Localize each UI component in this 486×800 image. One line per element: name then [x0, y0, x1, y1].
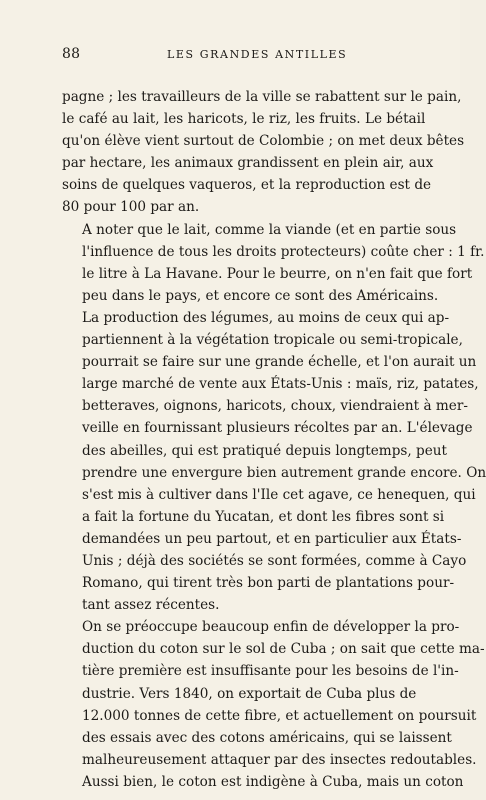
text-line: soins de quelques vaqueros, et la reproduction est de — [62, 177, 432, 194]
text-line: 12.000 tonnes de cette fibre, et actuellement on poursuit — [82, 707, 477, 724]
text-line: a fait la fortune du Yucatan, et dont les fibres sont si — [82, 508, 445, 525]
running-title: LES GRANDES ANTILLES — [167, 48, 348, 61]
page-number: 88 — [62, 46, 81, 62]
text-line: le café au lait, les haricots, le riz, les fruits. Le bétail — [62, 111, 426, 128]
text-line: l'influence de tous les droits protecteurs) coûte cher : 1 fr. — [82, 243, 485, 260]
text-line: s'est mis à cultiver dans l'Ile cet agave, ce henequen, qui — [82, 486, 476, 503]
paragraph — [62, 307, 486, 616]
text-line: 80 pour 100 par an. — [62, 199, 200, 216]
text-line: le litre à La Havane. Pour le beurre, on n'en fait que fort — [82, 265, 473, 282]
text-line: duction du coton sur le sol de Cuba ; on sait que cette ma- — [82, 641, 485, 658]
text-line: demandées un peu partout, et en particulier aux États- — [82, 530, 462, 547]
text-line: par hectare, les animaux grandissent en plein air, aux — [62, 155, 434, 172]
text-line: peu dans le pays, et encore ce sont des Américains. — [82, 287, 439, 304]
text-line: On se préoccupe beaucoup enfin de développer la pro- — [82, 619, 460, 636]
text-line: large marché de vente aux États-Unis : maïs, riz, patates, — [82, 376, 479, 393]
text-line: betteraves, oignons, haricots, choux, viendraient à mer- — [82, 398, 468, 415]
paragraph — [62, 219, 485, 307]
text-line: tant assez récentes. — [82, 597, 220, 614]
page-header — [62, 46, 420, 66]
text-line: tière première est insuffisante pour les besoins de l'in- — [82, 663, 459, 680]
text-line: A noter que le lait, comme la viande (et en partie sous — [82, 221, 457, 238]
text-line: pagne ; les travailleurs de la ville se rabattent sur le pain, — [62, 89, 462, 105]
text-line: qu'on élève vient surtout de Colombie ; on met deux bêtes — [62, 133, 465, 150]
text-line: dustrie. Vers 1840, on exportait de Cuba plus de — [82, 685, 417, 702]
text-line: veille en fournissant plusieurs récoltes par an. L'élevage — [82, 420, 473, 437]
text-line: des abeilles, qui est pratiqué depuis longtemps, peut — [82, 442, 447, 459]
text-line: La production des légumes, au moins de ceux qui ap- — [82, 309, 450, 326]
body-text — [62, 86, 486, 793]
text-line: Romano, qui tirent très bon parti de plantations pour- — [82, 575, 455, 592]
text-line: Unis ; déjà des sociétés se sont formées, comme à Cayo — [82, 552, 467, 569]
text-line: prendre une envergure bien autrement grande encore. On — [82, 464, 486, 481]
text-line: pourrait se faire sur une grande échelle, et l'on aurait un — [82, 354, 477, 371]
text-line: malheureusement attaquer par des insectes redoutables. — [82, 751, 477, 768]
text-line: des essais avec des cotons américains, qui se laissent — [82, 729, 452, 746]
text-line: Aussi bien, le coton est indigène à Cuba, mais un coton — [82, 773, 464, 790]
paragraph — [62, 86, 465, 219]
paragraph — [62, 616, 485, 793]
text-line: partiennent à la végétation tropicale ou semi-tropicale, — [82, 332, 463, 349]
